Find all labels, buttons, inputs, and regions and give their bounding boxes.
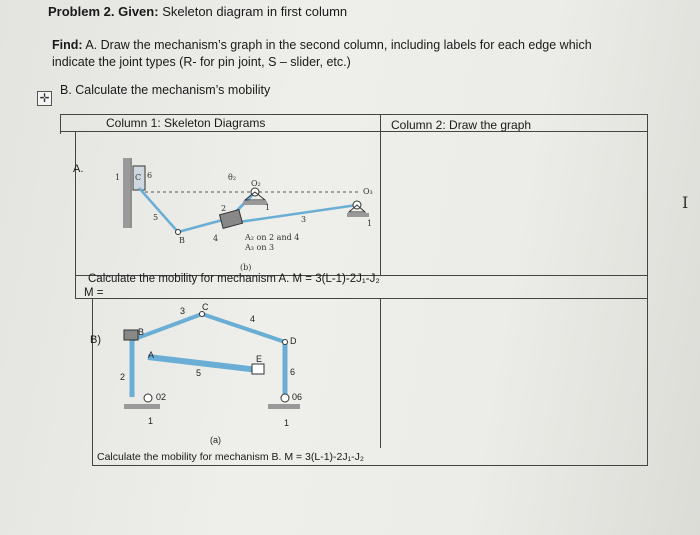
text-cursor-icon: I — [682, 193, 689, 212]
row-a-m-blank — [108, 298, 148, 299]
svg-text:6: 6 — [290, 367, 296, 377]
svg-text:2: 2 — [120, 372, 126, 382]
table-row-b-bottom — [92, 465, 648, 466]
svg-text:C: C — [202, 302, 209, 312]
table-right-border — [647, 114, 648, 465]
row-b-label: B) — [90, 334, 101, 346]
svg-text:4: 4 — [250, 314, 256, 324]
svg-text:6: 6 — [147, 171, 153, 180]
svg-text:1: 1 — [284, 418, 290, 428]
table-left-border — [60, 114, 61, 134]
svg-text:A: A — [148, 350, 155, 360]
slider-e — [252, 364, 264, 374]
pin-06 — [281, 394, 289, 402]
svg-text:B: B — [138, 327, 145, 337]
svg-text:O₂: O₂ — [251, 179, 261, 188]
link-3 — [225, 205, 357, 224]
table-border-top — [60, 114, 648, 115]
table-col-divider-b — [380, 298, 381, 448]
move-icon[interactable]: ✛ — [37, 91, 52, 106]
svg-text:O₃: O₃ — [363, 187, 373, 196]
svg-text:C: C — [135, 173, 142, 182]
svg-text:5: 5 — [153, 213, 159, 222]
svg-text:θ₂: θ₂ — [228, 173, 237, 182]
table-left-border-b — [92, 298, 93, 465]
column-2-header: Column 2: Draw the graph — [391, 118, 532, 132]
figure-b-diagram — [110, 300, 320, 450]
svg-text:B: B — [179, 236, 185, 245]
ground-hatch-left — [123, 158, 130, 228]
svg-text:A₃ on 3: A₃ on 3 — [245, 243, 275, 252]
find-line-1: Find: A. Draw the mechanism’s graph in the second column, including labels for each edge which — [52, 38, 592, 52]
part-b-text: B. Calculate the mechanism’s mobility — [60, 83, 271, 97]
slider-a — [124, 330, 138, 340]
pin-d — [283, 340, 288, 345]
svg-text:06: 06 — [292, 392, 303, 402]
svg-text:1: 1 — [148, 416, 154, 426]
svg-text:E: E — [256, 354, 263, 364]
find-line-2: indicate the joint types (R- for pin joint, S – slider, etc.) — [52, 55, 351, 69]
svg-text:3: 3 — [180, 306, 186, 316]
column-1-header: Column 1: Skeleton Diagrams — [106, 116, 266, 130]
svg-text:1: 1 — [367, 219, 373, 228]
table-col-divider — [380, 114, 381, 275]
figure-a-diagram — [95, 150, 380, 275]
svg-text:A₂ on 2 and 4: A₂ on 2 and 4 — [245, 233, 300, 242]
svg-text:1: 1 — [265, 203, 271, 212]
svg-text:1: 1 — [115, 173, 121, 182]
svg-text:5: 5 — [196, 368, 202, 378]
table-header-rule — [60, 131, 648, 132]
svg-text:02: 02 — [156, 392, 167, 402]
svg-text:2: 2 — [221, 204, 227, 213]
svg-text:(b): (b) — [240, 263, 252, 272]
table-row-a-bottom — [75, 298, 648, 299]
problem-title: Problem 2. Given: Skeleton diagram in first column — [48, 4, 348, 19]
svg-text:4: 4 — [213, 234, 219, 243]
link-4-b — [202, 314, 285, 342]
row-a-calc: Calculate the mobility for mechanism A. M = 3(L-1)-2J₁-J₂ — [88, 273, 380, 285]
table-left-border-a — [75, 131, 76, 298]
link-5-b — [148, 357, 258, 370]
svg-text:(a): (a) — [210, 435, 221, 445]
row-a-m: M = — [84, 287, 104, 299]
row-b-calc: Calculate the mobility for mechanism B. M = 3(L-1)-2J₁-J₂ — [97, 451, 364, 463]
pin-02 — [144, 394, 152, 402]
svg-text:3: 3 — [301, 215, 307, 224]
pin-c — [200, 312, 205, 317]
pin-b — [176, 230, 181, 235]
row-a-label: A. — [73, 163, 84, 175]
link-5 — [139, 188, 178, 232]
svg-text:D: D — [290, 336, 297, 346]
